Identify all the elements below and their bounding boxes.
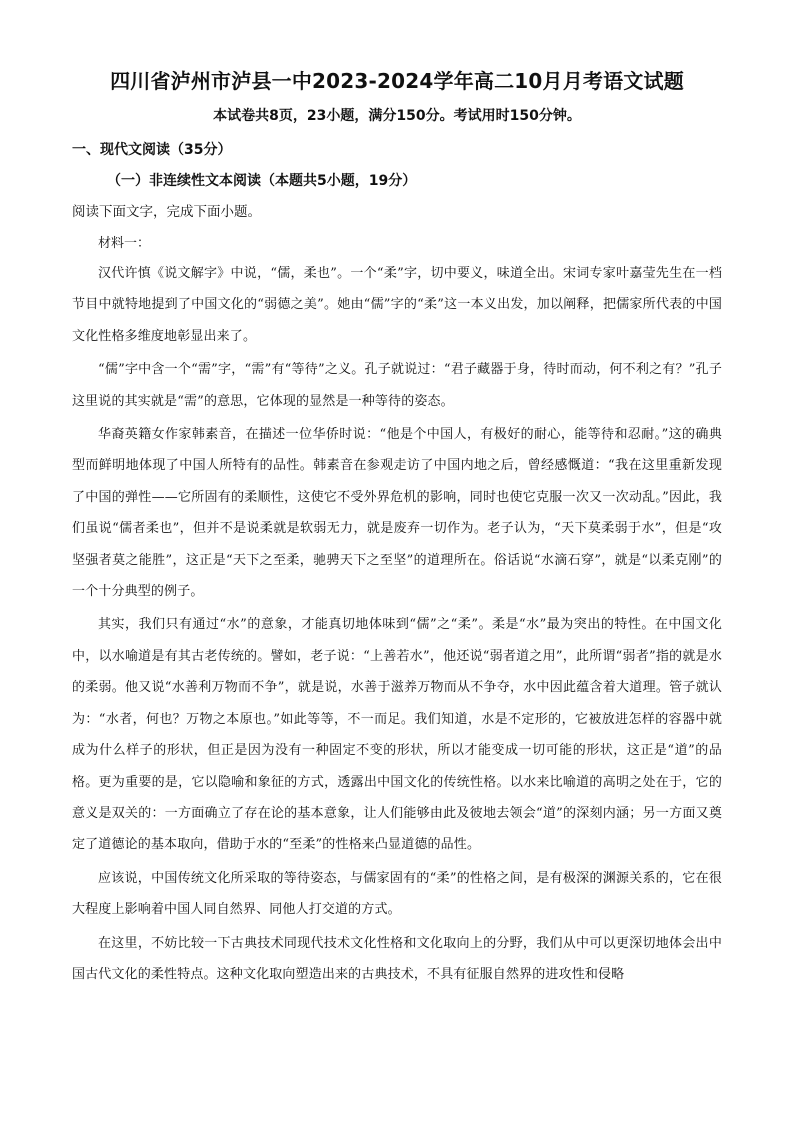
section-heading: 一、现代文阅读（35分） (72, 142, 232, 158)
page-title: 四川省泸州市泸县一中2023-2024学年高二10月月考语文试题 (110, 69, 684, 93)
paragraph: “儒”字中含一个“需”字，“需”有“等待”之义。孔子就说过：“君子藏器于身，待时而动，何不利之有？”孔子这里说的其实就是“需”的意思，它体现的显然是一种等待的姿态。 (72, 362, 722, 409)
paragraph: 其实，我们只有通过“水”的意象，才能真切地体味到“儒”之“柔”。柔是“水”最为突出的特性。在中国文化中，以水喻道是有其古老传统的。譬如，老子说：“上善若水”，他还说“弱者道之用”，此所谓“弱者”指的就是水的柔弱。他又说“水善利万物而不争”，就是说，水善于滋养万物而从不争夺，水中因此蕴含着大道理。管子就认为：“水者，何也？万物之本原也。”如此等等，不一而足。我们知道，水是不定形的，它被放进怎样的容器中就成为什么样子的形状，但正是因为没有一种固定不变的形状，所以才能变成一切可能的形状，这正是“道”的品格。更为重要的是，它以隐喻和象征的方式，透露出中国文化的传统性格。以水来比喻道的高明之处在于，它的意义是双关的：一方面确立了存在论的基本意象，让人们能够由此及彼地去领会“道”的深刻内涵；另一方面又奠定了道德论的基本取向，借助于水的“至柔”的性格来凸显道德的品性。 (72, 617, 722, 853)
paragraph: 华裔英籍女作家韩素音，在描述一位华侨时说：“他是个中国人，有极好的耐心，能等待和忍耐。”这的确典型而鲜明地体现了中国人所特有的品性。韩素音在参观走访了中国内地之后，曾经感慨道：“我在这里重新发现了中国的弹性——它所固有的柔顺性，这使它不受外界危机的影响，同时也使它克服一次又一次动乱。”因此，我们虽说“儒者柔也”，但并不是说柔就是软弱无力，就是废弃一切作为。老子认为，“天下莫柔弱于水”，但是“攻坚强者莫之能胜”，这正是“天下之至柔，驰骋天下之至坚”的道理所在。俗话说“水滴石穿”，就是“以柔克刚”的一个十分典型的例子。 (72, 427, 722, 600)
subsection-heading: （一）非连续性文本阅读（本题共5小题，19分） (107, 173, 417, 189)
material-label: 材料一： (98, 236, 151, 251)
passage-body (72, 258, 722, 992)
paragraph: 在这里，不妨比较一下古典技术同现代技术文化性格和文化取向上的分野，我们从中可以更深切地体会出中国古代文化的柔性特点。这种文化取向塑造出来的古典技术，不具有征服自然界的进攻性和侵略 (72, 935, 722, 982)
reading-instruction: 阅读下面文字，完成下面小题。 (72, 204, 261, 220)
paragraph: 应该说，中国传统文化所采取的等待姿态，与儒家固有的“柔”的性格之间，是有极深的渊源关系的，它在很大程度上影响着中国人同自然界、同他人打交道的方式。 (72, 870, 722, 918)
exam-info: 本试卷共8页，23小题，满分150分。考试用时150分钟。 (213, 108, 581, 124)
paragraph: 汉代许慎《说文解字》中说，“儒，柔也”。一个“柔”字，切中要义，味道全出。宋词专家叶嘉莹先生在一档节目中就特地提到了中国文化的“弱德之美”。她由“儒”字的“柔”这一本义出发，加以阐释，把儒家所代表的中国文化性格多维度地彰显出来了。 (72, 266, 722, 344)
